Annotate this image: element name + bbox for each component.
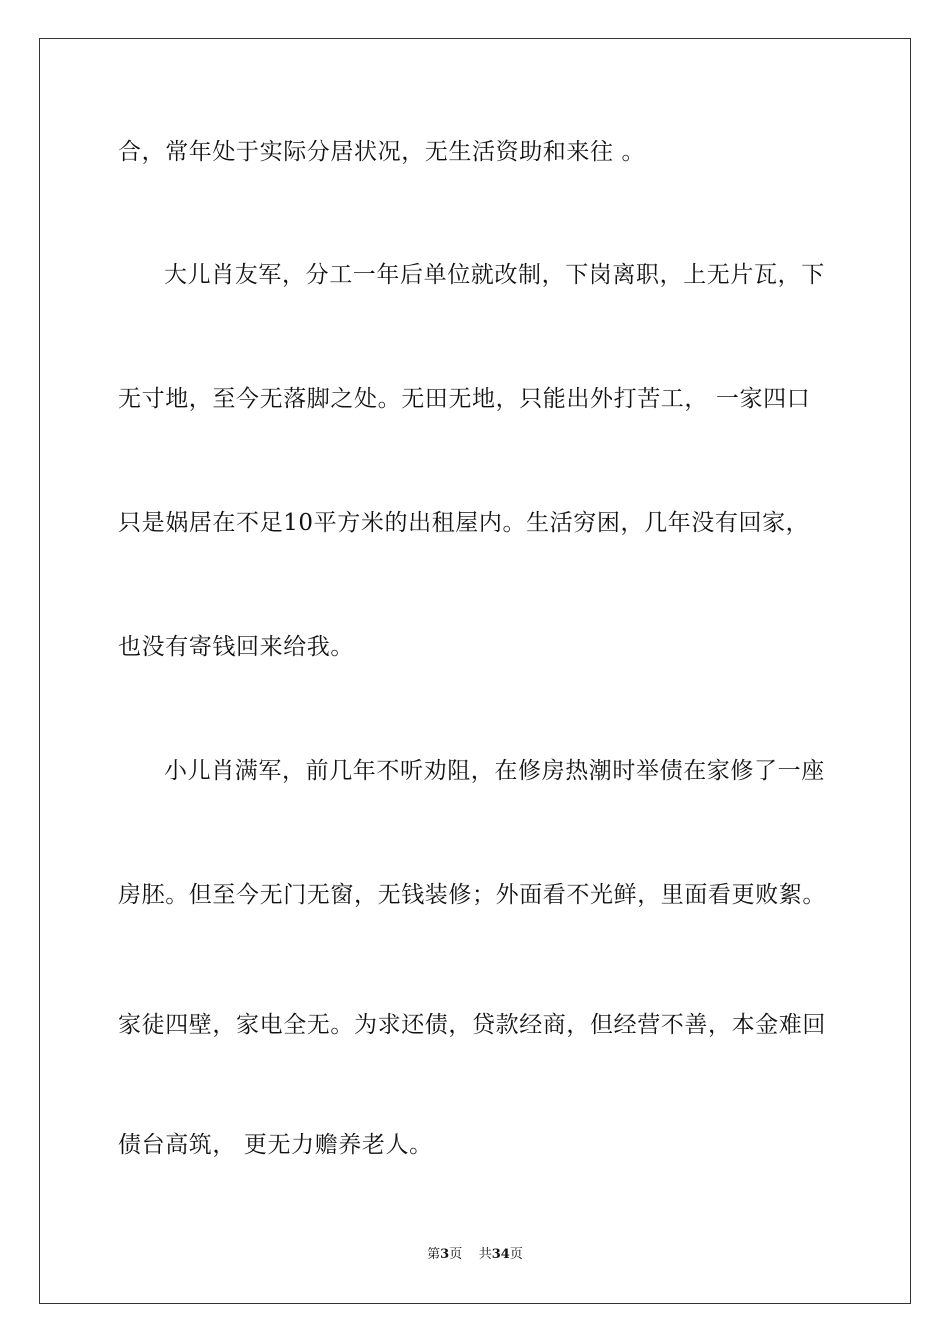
footer-total-pages: 34 (491, 1247, 510, 1262)
paragraph-line-7: 房胚。但至今无门无窗，无钱装修；外面看不光鲜，里面看更败絮。 (118, 882, 826, 908)
paragraph-line-5: 也没有寄钱回来给我。 (118, 634, 354, 660)
paragraph-line-8: 家徒四壁，家电全无。为求还债，贷款经商，但经营不善，本金难回 (118, 1012, 826, 1038)
paragraph-line-4: 只是娲居在不足10平方米的出租屋内。生活穷困，几年没有回家， (118, 510, 810, 536)
paragraph-line-9: 债台高筑， 更无力赡养老人。 (118, 1132, 433, 1158)
page-border (39, 38, 911, 1304)
footer-page-number: 3 (440, 1247, 450, 1262)
page-footer (0, 1247, 950, 1263)
paragraph-line-2: 大儿肖友军，分工一年后单位就改制，下岗离职，上无片瓦，下 (164, 262, 825, 288)
footer-total-suffix: 页 (509, 1247, 523, 1262)
footer-page-prefix: 第 (427, 1247, 441, 1262)
paragraph-line-1: 合，常年处于实际分居状况，无生活资助和来往 。 (118, 139, 646, 165)
footer-total-prefix: 共 (478, 1247, 492, 1262)
paragraph-line-3: 无寸地，至今无落脚之处。无田无地，只能出外打苦工， 一家四口 (118, 386, 811, 412)
footer-page-suffix: 页 (449, 1247, 463, 1262)
paragraph-line-6: 小儿肖满军，前几年不听劝阻，在修房热潮时举债在家修了一座 (164, 758, 825, 784)
